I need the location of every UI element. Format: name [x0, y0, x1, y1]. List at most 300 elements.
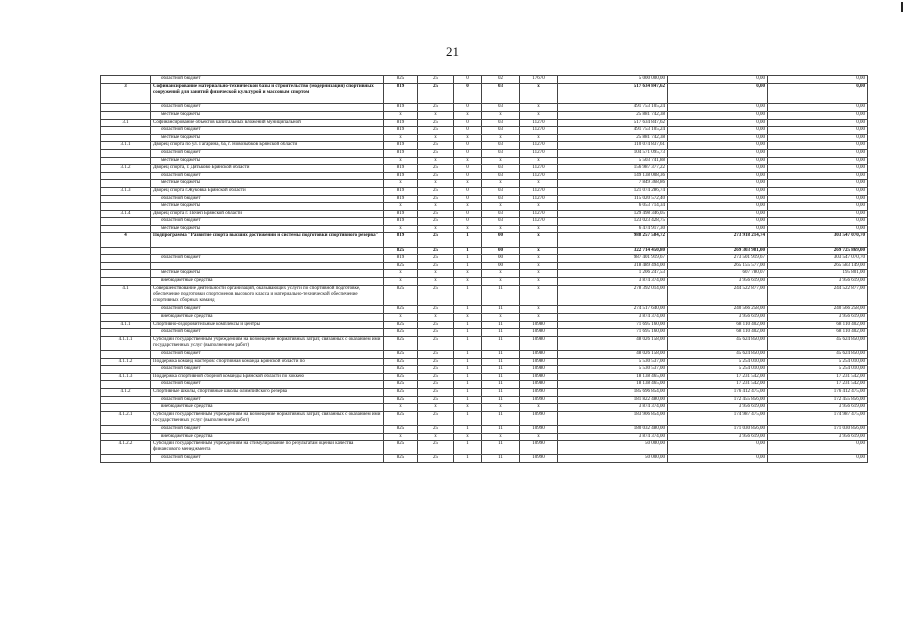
cell-section: x — [418, 278, 454, 286]
cell-amount-year3: 45 624 850,00 — [768, 336, 868, 350]
cell-grbs: x — [384, 404, 418, 412]
cell-name: Софинансирование материально-технической базы и строительство (модернизация) спортивных сооружений для занятий физической культурой и массовым спортом — [151, 83, 384, 104]
cell-amount-year1: 25 881 742,38 — [558, 134, 668, 142]
table-row — [101, 270, 868, 278]
cell-target: 11 — [482, 441, 520, 455]
cell-amount-year2: 0,00 — [668, 210, 768, 218]
cell-number — [101, 381, 151, 389]
cell-amount-year2: 269 303 981,00 — [668, 247, 768, 255]
cell-subsection: 1 — [454, 233, 482, 247]
cell-target: 11 — [482, 351, 520, 359]
cell-number — [101, 366, 151, 374]
cell-expense-type: 10980 — [520, 321, 558, 329]
cell-number: 4.1.2 — [101, 388, 151, 396]
cell-target: x — [482, 314, 520, 322]
cell-name: областной бюджет — [151, 351, 384, 359]
cell-target: 03 — [482, 187, 520, 195]
cell-expense-type: 10990 — [520, 388, 558, 396]
cell-grbs: 825 — [384, 425, 418, 433]
cell-expense-type: 10990 — [520, 441, 558, 455]
cell-name: областной бюджет — [151, 104, 384, 112]
cell-amount-year3: 0,00 — [768, 203, 868, 211]
cell-grbs: 825 — [384, 351, 418, 359]
cell-amount-year2: 17 231 542,00 — [668, 373, 768, 381]
cell-section: 25 — [418, 76, 454, 84]
cell-amount-year1: 988 257 584,72 — [558, 233, 668, 247]
table-row — [101, 336, 868, 350]
cell-amount-year1: 5 530 537,00 — [558, 366, 668, 374]
cell-section: 25 — [418, 366, 454, 374]
cell-expense-type: 11270 — [520, 195, 558, 203]
cell-grbs: 825 — [384, 285, 418, 306]
cell-grbs: 825 — [384, 358, 418, 366]
cell-subsection: 1 — [454, 306, 482, 314]
cell-amount-year2: 0,00 — [668, 149, 768, 157]
cell-amount-year3: 244 522 877,00 — [768, 285, 868, 306]
cell-target: 03 — [482, 172, 520, 180]
cell-amount-year1: 129 498 346,05 — [558, 210, 668, 218]
cell-number — [101, 455, 151, 463]
cell-amount-year3: 68 110 402,00 — [768, 321, 868, 329]
cell-name: внебюджетные средства — [151, 433, 384, 441]
cell-amount-year2: 172 455 856,00 — [668, 396, 768, 404]
cell-number — [101, 134, 151, 142]
cell-target: 11 — [482, 321, 520, 329]
cell-section: 25 — [418, 425, 454, 433]
table-row — [101, 255, 868, 263]
cell-amount-year3: 269 725 869,00 — [768, 247, 868, 255]
cell-subsection: 0 — [454, 218, 482, 226]
cell-subsection: x — [454, 157, 482, 165]
cell-amount-year3: 240 566 258,00 — [768, 306, 868, 314]
cell-section: 25 — [418, 285, 454, 306]
cell-amount-year2: 0,00 — [668, 180, 768, 188]
cell-number — [101, 262, 151, 270]
cell-section: x — [418, 180, 454, 188]
cell-amount-year1: 18 138 465,00 — [558, 381, 668, 389]
cell-name — [151, 262, 384, 270]
cell-amount-year2: 0,00 — [668, 172, 768, 180]
cell-name: Поддержка команд мастеров: спортивная команда Брянской области по — [151, 358, 384, 366]
table-row — [101, 149, 868, 157]
cell-number — [101, 329, 151, 337]
cell-amount-year3: 0,00 — [768, 172, 868, 180]
cell-amount-year1: 517 634 847,62 — [558, 119, 668, 127]
cell-expense-type: x — [520, 270, 558, 278]
cell-grbs: 825 — [384, 396, 418, 404]
cell-number — [101, 225, 151, 233]
cell-section: 25 — [418, 262, 454, 270]
cell-grbs: 825 — [384, 381, 418, 389]
cell-subsection: 1 — [454, 381, 482, 389]
cell-amount-year3: 0,00 — [768, 225, 868, 233]
cell-amount-year2: 0,00 — [668, 441, 768, 455]
table-row — [101, 425, 868, 433]
cell-target: 03 — [482, 165, 520, 173]
cell-number: 3.1 — [101, 119, 151, 127]
cell-subsection: x — [454, 111, 482, 119]
cell-amount-year2: 0,00 — [668, 218, 768, 226]
cell-number — [101, 104, 151, 112]
cell-grbs: x — [384, 433, 418, 441]
table-row — [101, 76, 868, 84]
cell-name: Дворец спорта по ул. Гагарина, 6а, г. Новозыбков Брянской области — [151, 142, 384, 150]
budget-table — [100, 75, 868, 463]
cell-subsection: 1 — [454, 373, 482, 381]
cell-amount-year3: 0,00 — [768, 165, 868, 173]
cell-section: 25 — [418, 351, 454, 359]
cell-subsection: 0 — [454, 172, 482, 180]
cell-amount-year3: 0,00 — [768, 134, 868, 142]
cell-amount-year1: 322 714 450,80 — [558, 247, 668, 255]
table-row — [101, 278, 868, 286]
cell-amount-year1: 987 401 919,67 — [558, 255, 668, 263]
cell-section: 25 — [418, 149, 454, 157]
cell-grbs: x — [384, 111, 418, 119]
cell-number — [101, 172, 151, 180]
cell-name: областной бюджет — [151, 366, 384, 374]
cell-target: 03 — [482, 142, 520, 150]
cell-target: 03 — [482, 149, 520, 157]
cell-name — [151, 247, 384, 255]
cell-section: 25 — [418, 441, 454, 455]
cell-section: 25 — [418, 172, 454, 180]
cell-number — [101, 425, 151, 433]
cell-amount-year1: 50 000,00 — [558, 441, 668, 455]
cell-amount-year2: 3 956 619,00 — [668, 314, 768, 322]
cell-number — [101, 180, 151, 188]
cell-number — [101, 270, 151, 278]
cell-subsection: 1 — [454, 321, 482, 329]
cell-section: 25 — [418, 329, 454, 337]
cell-grbs: 825 — [384, 306, 418, 314]
cell-section: 25 — [418, 83, 454, 104]
cell-expense-type: x — [520, 134, 558, 142]
table-row — [101, 321, 868, 329]
cell-expense-type: 10980 — [520, 351, 558, 359]
page-number: 21 — [446, 44, 459, 59]
cell-grbs: 825 — [384, 388, 418, 396]
cell-expense-type: x — [520, 285, 558, 306]
cell-target: x — [482, 433, 520, 441]
cell-expense-type: x — [520, 203, 558, 211]
cell-subsection: 0 — [454, 195, 482, 203]
cell-subsection: 0 — [454, 83, 482, 104]
cell-grbs: x — [384, 270, 418, 278]
cell-number — [101, 314, 151, 322]
cell-expense-type: 11270 — [520, 165, 558, 173]
cell-expense-type: 11270 — [520, 218, 558, 226]
cell-amount-year3: 45 624 850,00 — [768, 351, 868, 359]
table-row — [101, 142, 868, 150]
cell-section: 25 — [418, 104, 454, 112]
cell-section: 25 — [418, 255, 454, 263]
cell-number — [101, 149, 151, 157]
cell-section: 25 — [418, 218, 454, 226]
cell-subsection: 1 — [454, 411, 482, 425]
cell-amount-year3: 17 231 542,00 — [768, 381, 868, 389]
cell-amount-year2: 45 624 850,00 — [668, 336, 768, 350]
cell-section: 25 — [418, 396, 454, 404]
cell-target: x — [482, 134, 520, 142]
cell-target: 00 — [482, 247, 520, 255]
cell-name: внебюджетные средства — [151, 404, 384, 412]
cell-number — [101, 247, 151, 255]
cell-number — [101, 195, 151, 203]
cell-grbs: 825 — [384, 336, 418, 350]
cell-amount-year1: 149 138 008,36 — [558, 172, 668, 180]
cell-section: 25 — [418, 165, 454, 173]
cell-section: 25 — [418, 321, 454, 329]
cell-amount-year2: 5 254 010,00 — [668, 358, 768, 366]
cell-target: 11 — [482, 411, 520, 425]
cell-target: 03 — [482, 127, 520, 135]
cell-amount-year1: 48 026 158,00 — [558, 351, 668, 359]
cell-amount-year1: 3 874 374,00 — [558, 278, 668, 286]
cell-name: Дворец спорта г. Почеп Брянской области — [151, 210, 384, 218]
cell-name: Субсидии государственным учреждениям на возмещение нормативных затрат, связанных с оказанием ими государственных услуг (выполнением работ) — [151, 336, 384, 350]
cell-number — [101, 396, 151, 404]
cell-amount-year1: 185 696 854,00 — [558, 388, 668, 396]
cell-grbs: x — [384, 180, 418, 188]
cell-expense-type: 10980 — [520, 373, 558, 381]
table-row — [101, 381, 868, 389]
cell-number: 3.1.3 — [101, 187, 151, 195]
cell-target: 11 — [482, 285, 520, 306]
cell-amount-year2: 273 918 214,74 — [668, 233, 768, 247]
cell-amount-year2: 0,00 — [668, 83, 768, 104]
cell-expense-type: x — [520, 180, 558, 188]
cell-subsection: 1 — [454, 262, 482, 270]
table-row — [101, 172, 868, 180]
cell-amount-year2: 0,00 — [668, 195, 768, 203]
cell-amount-year3: 68 110 402,00 — [768, 329, 868, 337]
cell-name: областной бюджет — [151, 127, 384, 135]
cell-name: внебюджетные средства — [151, 278, 384, 286]
table-row — [101, 195, 868, 203]
cell-name: Подпрограмма "Развитие спорта высших достижений и системы подготовки спортивного резерва" — [151, 233, 384, 247]
cell-amount-year2: 176 412 475,00 — [668, 388, 768, 396]
cell-amount-year3: 0,00 — [768, 127, 868, 135]
cell-amount-year2: 3 956 619,00 — [668, 404, 768, 412]
cell-name: областной бюджет — [151, 381, 384, 389]
cell-amount-year3: 0,00 — [768, 149, 868, 157]
table-row — [101, 127, 868, 135]
cell-section: x — [418, 134, 454, 142]
cell-expense-type: 11270 — [520, 172, 558, 180]
table-row — [101, 210, 868, 218]
cell-section: 25 — [418, 247, 454, 255]
cell-number — [101, 76, 151, 84]
cell-name: областной бюджет — [151, 149, 384, 157]
cell-grbs: 819 — [384, 127, 418, 135]
cell-name: областной бюджет — [151, 195, 384, 203]
cell-grbs: x — [384, 134, 418, 142]
cell-section: 25 — [418, 142, 454, 150]
cell-amount-year2: 0,00 — [668, 119, 768, 127]
cell-expense-type: x — [520, 255, 558, 263]
cell-grbs: x — [384, 157, 418, 165]
cell-number — [101, 306, 151, 314]
cell-section: x — [418, 404, 454, 412]
cell-amount-year1: 18 138 465,00 — [558, 373, 668, 381]
cell-subsection: 0 — [454, 119, 482, 127]
cell-amount-year3: 5 254 010,00 — [768, 366, 868, 374]
table-row — [101, 180, 868, 188]
table-row — [101, 165, 868, 173]
table-row — [101, 455, 868, 463]
cell-name: местные бюджеты — [151, 157, 384, 165]
cell-number — [101, 278, 151, 286]
table-row — [101, 262, 868, 270]
cell-amount-year2: 5 254 010,00 — [668, 366, 768, 374]
cell-amount-year1: 121 074 286,74 — [558, 187, 668, 195]
cell-amount-year1: 71 695 160,00 — [558, 321, 668, 329]
cell-amount-year2: 171 030 856,00 — [668, 425, 768, 433]
table-row — [101, 306, 868, 314]
table-row — [101, 441, 868, 455]
cell-amount-year1: 3 874 374,00 — [558, 433, 668, 441]
cell-amount-year1: 3 874 374,00 — [558, 314, 668, 322]
cell-name: Субсидии государственным учреждениям на стимулирование по результатам оценки качества финансового менеджмента — [151, 441, 384, 455]
cell-expense-type: x — [520, 247, 558, 255]
cell-subsection: 1 — [454, 329, 482, 337]
table-row — [101, 225, 868, 233]
cell-subsection: x — [454, 203, 482, 211]
cell-subsection: x — [454, 134, 482, 142]
cell-amount-year3: 0,00 — [768, 218, 868, 226]
cell-grbs: 825 — [384, 455, 418, 463]
cell-expense-type: x — [520, 314, 558, 322]
cell-amount-year3: 0,00 — [768, 76, 868, 84]
cell-expense-type: 17670 — [520, 76, 558, 84]
cell-number: 4.1.1.3 — [101, 373, 151, 381]
cell-amount-year3: 0,00 — [768, 104, 868, 112]
cell-target: x — [482, 404, 520, 412]
cell-amount-year1: 123 023 428,75 — [558, 218, 668, 226]
cell-grbs: 825 — [384, 262, 418, 270]
cell-section: x — [418, 225, 454, 233]
table-row — [101, 351, 868, 359]
cell-amount-year3: 0,00 — [768, 142, 868, 150]
cell-name: областной бюджет — [151, 172, 384, 180]
cell-name: местные бюджеты — [151, 270, 384, 278]
cell-amount-year1: 25 881 742,38 — [558, 111, 668, 119]
cell-amount-year3: 3 956 619,00 — [768, 278, 868, 286]
cell-amount-year1: 48 026 158,00 — [558, 336, 668, 350]
cell-target: x — [482, 180, 520, 188]
cell-subsection: 1 — [454, 358, 482, 366]
cell-grbs: 819 — [384, 104, 418, 112]
cell-section: 25 — [418, 187, 454, 195]
table-row — [101, 358, 868, 366]
cell-subsection: x — [454, 225, 482, 233]
cell-section: 25 — [418, 195, 454, 203]
cell-expense-type: x — [520, 278, 558, 286]
cell-expense-type: 10980 — [520, 329, 558, 337]
cell-amount-year2: 240 566 258,00 — [668, 306, 768, 314]
cell-number: 3.1.4 — [101, 210, 151, 218]
cell-expense-type: 11270 — [520, 149, 558, 157]
cell-number: 3 — [101, 83, 151, 104]
cell-subsection: x — [454, 433, 482, 441]
cell-expense-type: x — [520, 225, 558, 233]
cell-subsection: x — [454, 278, 482, 286]
cell-target: x — [482, 111, 520, 119]
cell-section: 25 — [418, 119, 454, 127]
cell-grbs: 819 — [384, 195, 418, 203]
cell-amount-year1: 3 874 374,00 — [558, 404, 668, 412]
cell-expense-type: 10980 — [520, 381, 558, 389]
edge-mark — [901, 2, 903, 12]
table-row — [101, 104, 868, 112]
table-row — [101, 187, 868, 195]
table-row — [101, 396, 868, 404]
cell-name: областной бюджет — [151, 396, 384, 404]
cell-grbs: 825 — [384, 411, 418, 425]
cell-subsection: 0 — [454, 104, 482, 112]
cell-expense-type: 10980 — [520, 336, 558, 350]
cell-subsection: 1 — [454, 425, 482, 433]
cell-amount-year2: 0,00 — [668, 142, 768, 150]
cell-section: 25 — [418, 411, 454, 425]
cell-amount-year2: 0,00 — [668, 127, 768, 135]
table-row — [101, 366, 868, 374]
cell-target: 11 — [482, 373, 520, 381]
cell-amount-year3: 0,00 — [768, 441, 868, 455]
cell-subsection: 1 — [454, 255, 482, 263]
cell-amount-year2: 3 956 619,00 — [668, 433, 768, 441]
cell-name: Поддержка спортивной сборной команды Брянской области по хоккею — [151, 373, 384, 381]
cell-amount-year2: 265 155 577,00 — [668, 262, 768, 270]
cell-amount-year2: 0,00 — [668, 455, 768, 463]
cell-amount-year3: 0,00 — [768, 187, 868, 195]
cell-subsection: x — [454, 180, 482, 188]
cell-grbs: 819 — [384, 172, 418, 180]
table-row — [101, 247, 868, 255]
cell-section: 25 — [418, 388, 454, 396]
cell-number: 4.1.1.2 — [101, 358, 151, 366]
cell-target: 11 — [482, 336, 520, 350]
cell-name: Дворец спорта г.Жуковка Брянской области — [151, 187, 384, 195]
cell-amount-year1: 5 503 741,88 — [558, 157, 668, 165]
cell-target: x — [482, 278, 520, 286]
cell-amount-year2: 68 110 402,00 — [668, 321, 768, 329]
cell-amount-year3: 174 987 475,00 — [768, 411, 868, 425]
cell-target: 11 — [482, 425, 520, 433]
cell-section: 25 — [418, 381, 454, 389]
cell-amount-year2: 0,00 — [668, 134, 768, 142]
cell-amount-year3: 3 956 619,00 — [768, 404, 868, 412]
cell-amount-year2: 0,00 — [668, 104, 768, 112]
cell-name: местные бюджеты — [151, 134, 384, 142]
cell-grbs: 819 — [384, 233, 418, 247]
cell-expense-type: 11270 — [520, 187, 558, 195]
table-row — [101, 314, 868, 322]
cell-target: 03 — [482, 218, 520, 226]
table-row — [101, 285, 868, 306]
cell-amount-year1: 104 571 095,73 — [558, 149, 668, 157]
cell-target: 03 — [482, 195, 520, 203]
cell-target: 03 — [482, 83, 520, 104]
cell-name: Дворец спорта, г. Дятьково Брянской области — [151, 165, 384, 173]
cell-grbs: 825 — [384, 329, 418, 337]
cell-amount-year1: 6 474 917,30 — [558, 225, 668, 233]
cell-target: 11 — [482, 329, 520, 337]
cell-expense-type: 11270 — [520, 142, 558, 150]
table-row — [101, 404, 868, 412]
cell-number — [101, 404, 151, 412]
